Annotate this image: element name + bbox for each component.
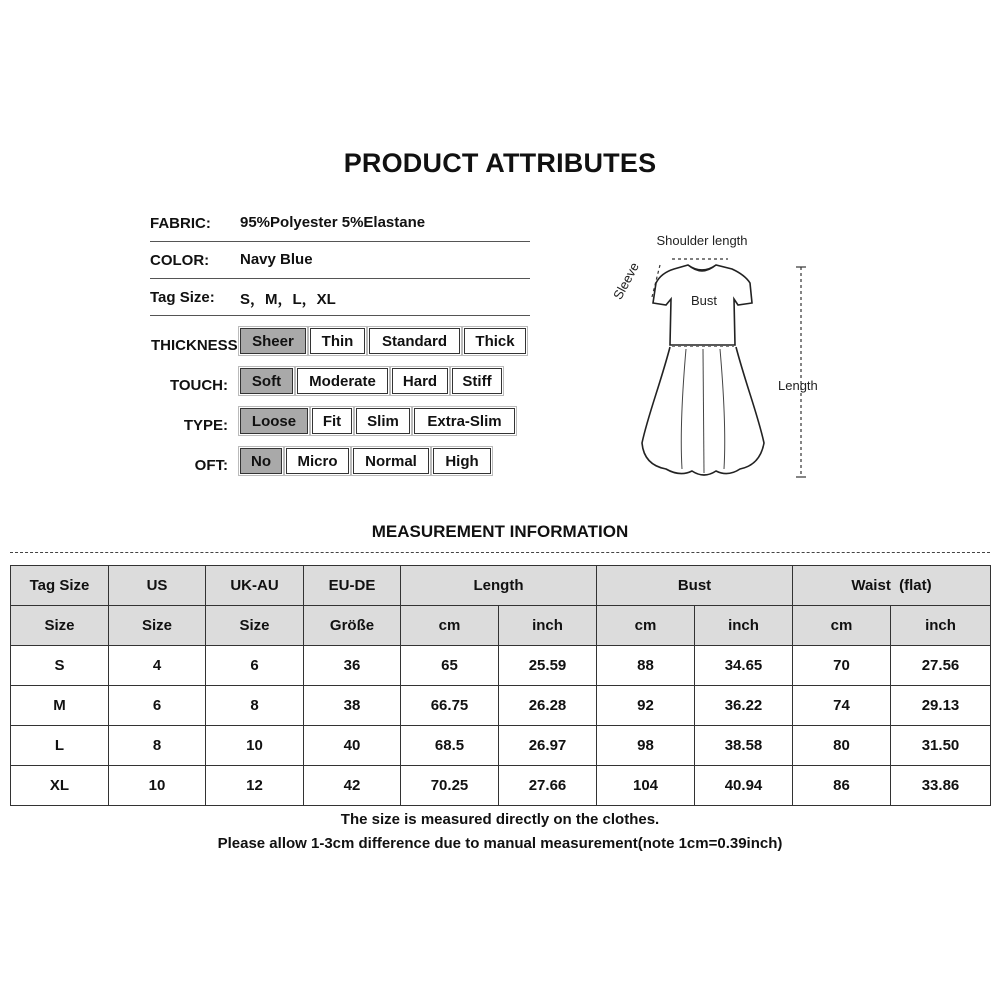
page-title: PRODUCT ATTRIBUTES (343, 148, 657, 178)
table-row (11, 646, 991, 686)
divider (150, 278, 530, 279)
table-header-cell: UK-AU (206, 566, 304, 606)
length-label: Length (778, 378, 818, 393)
table-cell: 4 (109, 646, 206, 686)
size-table (10, 565, 991, 806)
table-header-cell: inch (891, 606, 991, 646)
option-moderate[interactable]: Moderate (297, 368, 388, 394)
table-cell: 8 (109, 726, 206, 766)
table-header-cell: Size (11, 606, 109, 646)
table-cell: 104 (597, 766, 695, 806)
option-standard[interactable]: Standard (369, 328, 460, 354)
table-header-cell: Size (109, 606, 206, 646)
table-cell: 33.86 (891, 766, 991, 806)
option-high[interactable]: High (433, 448, 491, 474)
table-cell: 36 (304, 646, 401, 686)
table-row (11, 686, 991, 726)
table-cell: 10 (109, 766, 206, 806)
table-cell: 86 (793, 766, 891, 806)
divider (150, 241, 530, 242)
table-header-cell: cm (401, 606, 499, 646)
table-cell: 6 (206, 646, 304, 686)
option-thick[interactable]: Thick (464, 328, 526, 354)
table-cell: 88 (597, 646, 695, 686)
table-cell: L (11, 726, 109, 766)
note-allowance: Please allow 1-3cm difference due to manual measurement(note 1cm=0.39inch) (217, 835, 783, 852)
fabric-value: 95%Polyester 5%Elastane (240, 214, 426, 231)
table-cell: 10 (206, 726, 304, 766)
table-header-cell: Tag Size (11, 566, 109, 606)
table-header-cell: Length (401, 566, 597, 606)
table-cell: 26.28 (499, 686, 597, 726)
fabric-label: FABRIC: (150, 215, 211, 232)
table-row (11, 726, 991, 766)
table-row (11, 766, 991, 806)
table-cell: 74 (793, 686, 891, 726)
table-cell: 40.94 (695, 766, 793, 806)
option-thin[interactable]: Thin (310, 328, 365, 354)
sleeve-label: Sleeve (610, 259, 642, 302)
table-header-cell: Waist (flat) (793, 566, 991, 606)
table-header-cell: Size (206, 606, 304, 646)
table-cell: 12 (206, 766, 304, 806)
table-cell: 70.25 (401, 766, 499, 806)
table-cell: 29.13 (891, 686, 991, 726)
table-cell: 6 (109, 686, 206, 726)
tag-size-value: S，M，L，XL (240, 291, 336, 308)
touch-label: TOUCH: (169, 377, 228, 394)
option-normal[interactable]: Normal (353, 448, 429, 474)
oft-options (240, 448, 491, 474)
table-cell: XL (11, 766, 109, 806)
option-slim[interactable]: Slim (356, 408, 410, 434)
option-loose[interactable]: Loose (240, 408, 308, 434)
table-cell: 98 (597, 726, 695, 766)
note-measured: The size is measured directly on the clothes. (340, 811, 660, 828)
option-no[interactable]: No (240, 448, 282, 474)
table-cell: 34.65 (695, 646, 793, 686)
table-cell: 26.97 (499, 726, 597, 766)
table-header-cell: inch (695, 606, 793, 646)
oft-label: OFT: (194, 457, 228, 474)
table-cell: 27.56 (891, 646, 991, 686)
option-micro[interactable]: Micro (286, 448, 349, 474)
color-value: Navy Blue (240, 251, 313, 268)
table-cell: 42 (304, 766, 401, 806)
option-fit[interactable]: Fit (312, 408, 352, 434)
measurement-title: MEASUREMENT INFORMATION (371, 522, 629, 541)
divider (150, 315, 530, 316)
table-cell: 80 (793, 726, 891, 766)
shoulder-length-label: Shoulder length (656, 233, 748, 248)
thickness-options (240, 328, 526, 354)
option-extra-slim[interactable]: Extra-Slim (414, 408, 515, 434)
table-cell: 31.50 (891, 726, 991, 766)
dress-diagram (600, 225, 840, 485)
table-cell: 25.59 (499, 646, 597, 686)
table-cell: M (11, 686, 109, 726)
table-subheader-row (11, 606, 991, 646)
dashed-divider (10, 552, 990, 553)
touch-options (240, 368, 502, 394)
option-stiff[interactable]: Stiff (452, 368, 502, 394)
table-cell: 36.22 (695, 686, 793, 726)
tag-size-label: Tag Size: (150, 289, 215, 306)
table-header-cell: inch (499, 606, 597, 646)
table-cell: 68.5 (401, 726, 499, 766)
table-header-row (11, 566, 991, 606)
color-label: COLOR: (150, 252, 210, 269)
table-header-cell: US (109, 566, 206, 606)
type-options (240, 408, 515, 434)
table-cell: 38.58 (695, 726, 793, 766)
table-cell: 27.66 (499, 766, 597, 806)
table-cell: 38 (304, 686, 401, 726)
table-cell: 8 (206, 686, 304, 726)
table-header-cell: cm (793, 606, 891, 646)
type-label: TYPE: (183, 417, 228, 434)
bust-label: Bust (690, 293, 718, 308)
option-hard[interactable]: Hard (392, 368, 448, 394)
table-header-cell: EU-DE (304, 566, 401, 606)
table-cell: 66.75 (401, 686, 499, 726)
thickness-label: THICKNESS (151, 337, 238, 354)
table-cell: 65 (401, 646, 499, 686)
table-cell: 92 (597, 686, 695, 726)
table-header-cell: Bust (597, 566, 793, 606)
table-cell: 40 (304, 726, 401, 766)
option-soft[interactable]: Soft (240, 368, 293, 394)
option-sheer[interactable]: Sheer (240, 328, 306, 354)
table-header-cell: Größe (304, 606, 401, 646)
table-cell: 70 (793, 646, 891, 686)
table-header-cell: cm (597, 606, 695, 646)
table-cell: S (11, 646, 109, 686)
